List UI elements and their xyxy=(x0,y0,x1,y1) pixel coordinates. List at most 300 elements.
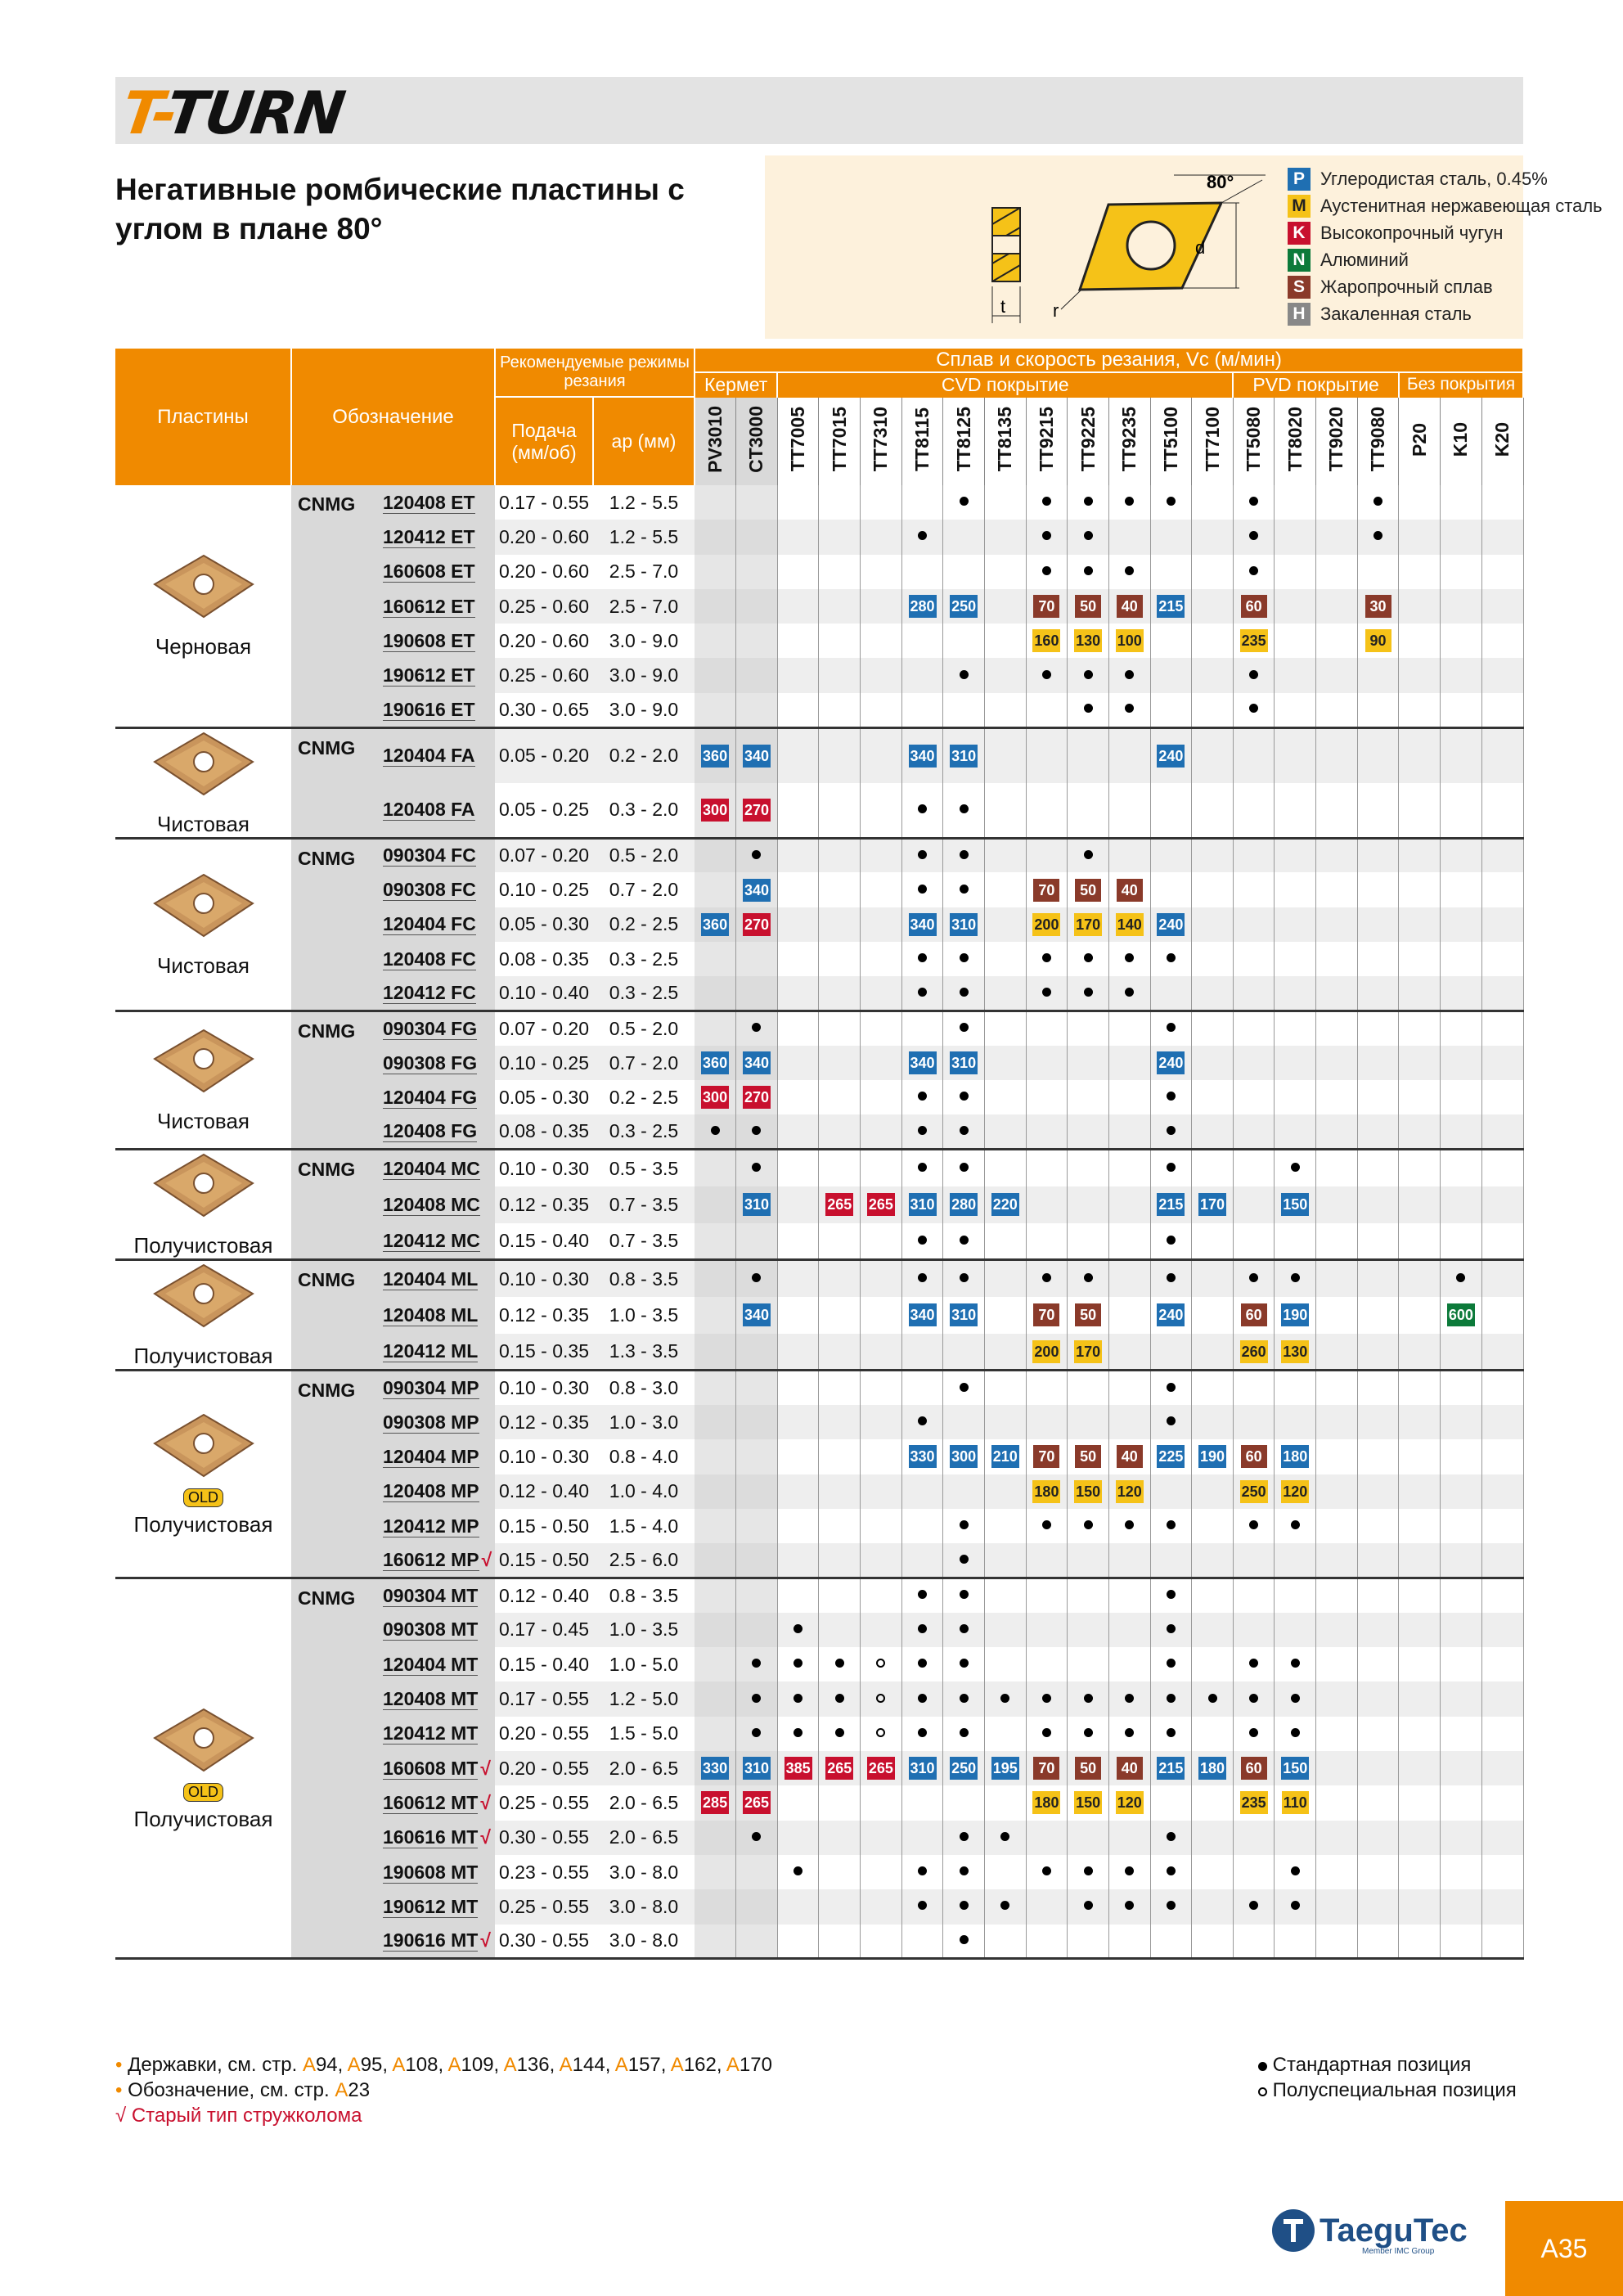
grade-cell xyxy=(695,1785,736,1820)
grade-cell xyxy=(901,485,943,520)
cutting-speed-badge: 170 xyxy=(1198,1193,1226,1216)
grade-cell xyxy=(1026,1046,1068,1080)
grade-cell xyxy=(1275,520,1316,554)
grade-cell xyxy=(1357,1613,1399,1647)
grade-cell xyxy=(1068,1889,1109,1924)
grade-cell xyxy=(1108,693,1150,727)
grade-cell xyxy=(1275,485,1316,520)
grade-cell xyxy=(943,1334,985,1371)
grade-cell xyxy=(1275,1681,1316,1716)
grade-cell xyxy=(1399,1439,1441,1474)
grade-cell xyxy=(1275,1717,1316,1751)
grade-cell xyxy=(1441,1613,1482,1647)
grade-cell xyxy=(1441,1371,1482,1405)
grade-cell xyxy=(1441,1855,1482,1889)
cutting-speed-badge: 310 xyxy=(950,1051,978,1074)
grade-cell xyxy=(1068,1011,1109,1046)
insert-image-cell xyxy=(115,485,291,727)
grade-cell xyxy=(1068,520,1109,554)
grade-cell xyxy=(1192,1681,1234,1716)
col-header-recommended: Рекомендуемые режимы резания xyxy=(495,349,695,397)
grade-cell xyxy=(1316,1114,1358,1149)
cutting-speed-badge: 40 xyxy=(1117,595,1143,618)
grade-cell xyxy=(1233,1889,1275,1924)
grade-cell xyxy=(1233,872,1275,907)
cutting-speed-badge: 120 xyxy=(1116,1791,1144,1814)
grade-cell xyxy=(1399,1889,1441,1924)
grade-cell xyxy=(736,976,778,1011)
grade-cell xyxy=(861,693,902,727)
grade-cell xyxy=(1026,1821,1068,1855)
grade-cell xyxy=(984,838,1026,872)
grade-cell xyxy=(819,1543,861,1578)
grade-cell xyxy=(943,693,985,727)
cutting-speed-badge: 340 xyxy=(909,1303,937,1326)
grade-cell xyxy=(984,1405,1026,1439)
col-header-alloy-speed: Сплав и скорость резания, Vc (м/мин) xyxy=(695,349,1523,372)
grade-cell xyxy=(1233,1405,1275,1439)
feed-value: 0.10 - 0.30 xyxy=(499,1157,589,1179)
grade-cell xyxy=(695,1647,736,1681)
grade-cell xyxy=(736,1613,778,1647)
grade-cell xyxy=(1026,624,1068,658)
grade-cell xyxy=(901,589,943,624)
material-code-badge: M xyxy=(1288,195,1311,218)
grade-cell xyxy=(943,783,985,839)
grade-cell xyxy=(861,838,902,872)
order-code-text: 120408 ML xyxy=(383,1303,479,1326)
grade-cell xyxy=(1481,1046,1523,1080)
grade-cell xyxy=(819,1080,861,1114)
ap-value: 0.7 - 2.0 xyxy=(609,879,679,901)
grade-cell xyxy=(695,1613,736,1647)
table-row xyxy=(115,1578,1523,1613)
grade-cell xyxy=(777,1889,819,1924)
standard-dot-icon xyxy=(960,1728,969,1737)
standard-dot-icon xyxy=(1249,704,1258,713)
holder-ref-prefix: A xyxy=(559,2054,573,2076)
grade-cell xyxy=(1192,658,1234,692)
insert-photo-icon xyxy=(151,1150,257,1224)
grade-cell xyxy=(1108,589,1150,624)
cutting-speed-badge: 40 xyxy=(1117,1445,1143,1468)
grade-cell xyxy=(777,1186,819,1223)
cutting-speed-badge: 120 xyxy=(1116,1480,1144,1503)
grade-cell xyxy=(777,658,819,692)
grade-cell xyxy=(861,1889,902,1924)
grade-cell xyxy=(1150,942,1192,976)
grade-cell xyxy=(901,1751,943,1785)
order-code xyxy=(376,1647,495,1681)
grade-header-label: K10 xyxy=(1450,421,1472,457)
standard-dot-icon xyxy=(1167,497,1176,506)
grade-cell xyxy=(1481,1578,1523,1613)
grade-cell xyxy=(1192,1889,1234,1924)
grade-cell xyxy=(736,1334,778,1371)
grade-cell xyxy=(1108,658,1150,692)
semi-special-circle-icon xyxy=(1258,2087,1267,2096)
grade-cell xyxy=(819,1509,861,1543)
grade-cell xyxy=(901,693,943,727)
standard-dot-icon xyxy=(1042,1694,1051,1703)
grade-cell xyxy=(901,838,943,872)
ap-value: 1.0 - 5.0 xyxy=(609,1653,679,1675)
feed-value: 0.10 - 0.30 xyxy=(495,1260,593,1297)
grade-cell xyxy=(819,1150,861,1186)
cutting-speed-badge: 310 xyxy=(909,1193,937,1216)
standard-dot-icon xyxy=(1249,566,1258,575)
order-code xyxy=(376,1855,495,1889)
insert-image-cell xyxy=(115,1150,291,1260)
grade-cell xyxy=(1150,624,1192,658)
grade-cell xyxy=(984,976,1026,1011)
grade-cell xyxy=(943,1080,985,1114)
grade-cell xyxy=(819,520,861,554)
radius-label: r xyxy=(1053,300,1059,321)
grade-cell xyxy=(1026,1474,1068,1509)
grade-cell xyxy=(1275,727,1316,783)
grade-cell xyxy=(1026,1543,1068,1578)
feed-value: 0.07 - 0.20 xyxy=(495,838,593,872)
grade-cell xyxy=(1399,1613,1441,1647)
grade-cell xyxy=(1441,589,1482,624)
ap-value: 0.8 - 3.5 xyxy=(609,1584,679,1606)
grade-cell xyxy=(1275,1186,1316,1223)
order-code-text: 190616 MT xyxy=(383,1929,479,1952)
cutting-speed-badge: 340 xyxy=(743,1303,771,1326)
grade-cell xyxy=(1399,1297,1441,1334)
grade-cell xyxy=(1068,976,1109,1011)
grade-cell xyxy=(861,1543,902,1578)
standard-dot-icon xyxy=(1084,1520,1093,1529)
grade-cell xyxy=(819,1260,861,1297)
order-code xyxy=(376,1405,495,1439)
grade-cell xyxy=(984,907,1026,942)
grade-cell xyxy=(1481,1260,1523,1297)
grade-cell xyxy=(695,872,736,907)
grade-cell xyxy=(1441,624,1482,658)
feed-value: 0.20 - 0.55 xyxy=(499,1722,589,1745)
material-legend xyxy=(1288,165,1603,327)
grade-cell xyxy=(1399,1785,1441,1820)
feed-value: 0.10 - 0.30 xyxy=(499,1445,589,1467)
grade-cell xyxy=(1233,838,1275,872)
grade-cell xyxy=(1316,1509,1358,1543)
grade-cell xyxy=(695,1223,736,1260)
angle-label: 80° xyxy=(1207,172,1234,192)
grade-cell xyxy=(1399,1260,1441,1297)
grade-cell xyxy=(1233,783,1275,839)
standard-dot-icon xyxy=(1291,1659,1300,1668)
feed-value: 0.17 - 0.55 xyxy=(499,491,589,513)
grade-cell xyxy=(1108,1681,1150,1716)
grade-cell xyxy=(1481,555,1523,589)
grade-cell xyxy=(1108,1578,1150,1613)
standard-dot-icon xyxy=(918,1624,927,1633)
grade-cell xyxy=(1150,1405,1192,1439)
standard-dot-icon xyxy=(835,1659,844,1668)
grade-header xyxy=(1399,397,1441,485)
cutting-speed-badge: 180 xyxy=(1198,1757,1226,1780)
standard-dot-icon xyxy=(1167,1728,1176,1737)
grade-cell xyxy=(1441,1751,1482,1785)
standard-dot-icon xyxy=(1042,566,1051,575)
old-type-check-icon: √ xyxy=(480,1757,491,1779)
old-badge: OLD xyxy=(183,1488,223,1507)
grade-cell xyxy=(984,1751,1026,1785)
grade-cell xyxy=(777,1046,819,1080)
grade-cell xyxy=(1441,1150,1482,1186)
cutting-speed-badge: 280 xyxy=(950,1193,978,1216)
standard-dot-icon xyxy=(918,1590,927,1599)
grade-cell xyxy=(1108,1297,1150,1334)
grade-cell xyxy=(1357,1260,1399,1297)
grade-cell xyxy=(1192,1474,1234,1509)
grade-cell xyxy=(1316,907,1358,942)
grade-cell xyxy=(1275,589,1316,624)
grade-header xyxy=(777,397,819,485)
grade-cell xyxy=(1481,1439,1523,1474)
grade-cell xyxy=(943,1681,985,1716)
grade-cell xyxy=(1192,693,1234,727)
grade-cell xyxy=(943,1046,985,1080)
grade-cell xyxy=(1275,872,1316,907)
grade-cell xyxy=(1316,589,1358,624)
order-code xyxy=(376,783,495,839)
standard-dot-icon xyxy=(1125,566,1134,575)
grade-cell xyxy=(1192,589,1234,624)
grade-cell xyxy=(901,783,943,839)
grade-cell xyxy=(1441,872,1482,907)
grade-cell xyxy=(1192,1297,1234,1334)
grade-cell xyxy=(1316,624,1358,658)
grade-cell xyxy=(1150,1334,1192,1371)
grade-cell xyxy=(1441,1439,1482,1474)
holder-ref-page: 162 xyxy=(683,2054,717,2076)
grade-cell xyxy=(695,1046,736,1080)
grade-cell xyxy=(984,1855,1026,1889)
grade-cell xyxy=(1481,1751,1523,1785)
grade-cell xyxy=(819,1186,861,1223)
grade-cell xyxy=(1481,658,1523,692)
grade-cell xyxy=(861,1717,902,1751)
holder-ref-prefix: A xyxy=(392,2054,406,2076)
grade-cell xyxy=(736,1297,778,1334)
grade-cell xyxy=(1026,872,1068,907)
inserts-table xyxy=(115,349,1524,1960)
grade-cell xyxy=(1275,1647,1316,1681)
cutting-speed-badge: 195 xyxy=(991,1757,1019,1780)
order-code xyxy=(376,976,495,1011)
cutting-speed-badge: 215 xyxy=(1157,1757,1185,1780)
cutting-speed-badge: 180 xyxy=(1281,1445,1309,1468)
grade-cell xyxy=(736,693,778,727)
grade-cell xyxy=(1068,1925,1109,1959)
order-code-text: 120408 FG xyxy=(383,1120,478,1142)
designation-code: CNMG xyxy=(291,1150,376,1260)
grade-cell xyxy=(1441,1080,1482,1114)
ap-value: 3.0 - 9.0 xyxy=(609,629,679,651)
grade-cell xyxy=(1481,1613,1523,1647)
grade-cell xyxy=(1316,1223,1358,1260)
standard-dot-icon xyxy=(1125,1901,1134,1910)
grade-cell xyxy=(1316,1474,1358,1509)
material-legend-item xyxy=(1288,246,1603,273)
cutting-speed-badge: 50 xyxy=(1075,1303,1101,1326)
grade-cell xyxy=(1275,1821,1316,1855)
grade-cell xyxy=(861,1150,902,1186)
insert-diagram xyxy=(765,155,1603,339)
grade-cell xyxy=(1399,1855,1441,1889)
grade-cell xyxy=(1026,1613,1068,1647)
grade-cell xyxy=(1150,1186,1192,1223)
material-code-badge: S xyxy=(1288,276,1311,299)
grade-cell xyxy=(901,658,943,692)
grade-cell xyxy=(1108,1260,1150,1297)
grade-cell xyxy=(1275,1925,1316,1959)
standard-dot-icon xyxy=(960,1236,969,1245)
standard-dot-icon xyxy=(918,850,927,859)
grade-cell xyxy=(1357,1114,1399,1149)
grade-cell xyxy=(819,589,861,624)
grade-cell xyxy=(943,1855,985,1889)
grade-cell xyxy=(1068,1223,1109,1260)
standard-dot-icon xyxy=(960,1901,969,1910)
grade-cell xyxy=(1150,1889,1192,1924)
grade-cell xyxy=(1399,1011,1441,1046)
standard-dot-icon xyxy=(1042,1273,1051,1282)
grade-cell xyxy=(1150,976,1192,1011)
standard-dot-icon xyxy=(1167,1416,1176,1425)
order-code-text: 190616 ET xyxy=(383,698,475,720)
table-row xyxy=(115,1150,1523,1186)
grade-cell xyxy=(1108,1223,1150,1260)
grade-cell xyxy=(777,1821,819,1855)
standard-dot-icon xyxy=(960,1866,969,1875)
grade-cell xyxy=(1275,1405,1316,1439)
standard-dot-icon xyxy=(918,1901,927,1910)
grade-cell xyxy=(1108,1647,1150,1681)
ap-value: 0.3 - 2.5 xyxy=(593,976,695,1011)
standard-dot-icon xyxy=(1167,1590,1176,1599)
footnotes xyxy=(115,2052,772,2128)
grade-cell xyxy=(1233,658,1275,692)
cutting-speed-badge: 250 xyxy=(950,595,978,618)
standard-dot-icon xyxy=(1000,1832,1009,1841)
grade-cell xyxy=(1357,1186,1399,1223)
grade-cell xyxy=(736,1925,778,1959)
grade-cell xyxy=(943,1751,985,1785)
grade-cell xyxy=(695,1405,736,1439)
standard-dot-icon xyxy=(960,1163,969,1172)
grade-cell xyxy=(1275,1855,1316,1889)
grade-cell xyxy=(736,1080,778,1114)
standard-dot-icon xyxy=(794,1694,803,1703)
grade-cell xyxy=(861,624,902,658)
grade-cell xyxy=(1275,658,1316,692)
grade-header-label: TT7310 xyxy=(870,407,892,472)
cutting-speed-badge: 200 xyxy=(1032,1340,1060,1363)
footnote-holders: • Державки, см. стр. A94, A95, A108, A109, A136, A144, A157, A162, A170 xyxy=(115,2054,772,2076)
grade-cell xyxy=(943,1114,985,1149)
grade-cell xyxy=(1275,555,1316,589)
grade-cell xyxy=(901,1543,943,1578)
standard-dot-icon xyxy=(1084,953,1093,962)
grade-cell xyxy=(1399,1223,1441,1260)
standard-dot-icon xyxy=(835,1728,844,1737)
grade-cell xyxy=(1441,1925,1482,1959)
insert-type-label: Чистовая xyxy=(157,952,250,978)
feed-value: 0.08 - 0.35 xyxy=(495,1114,593,1149)
ap-value: 3.0 - 8.0 xyxy=(593,1889,695,1924)
order-code xyxy=(376,1613,495,1647)
material-legend-item xyxy=(1288,300,1603,327)
grade-header-label: TT9225 xyxy=(1077,407,1099,472)
grade-cell xyxy=(1192,1855,1234,1889)
grade-cell xyxy=(1357,1509,1399,1543)
grade-cell xyxy=(777,1011,819,1046)
standard-dot-icon xyxy=(1084,1901,1093,1910)
cutting-speed-badge: 360 xyxy=(701,1051,729,1074)
insert-type-label: Чистовая xyxy=(157,811,250,836)
order-code xyxy=(376,1260,495,1297)
holder-ref-page: 95 xyxy=(360,2054,383,2076)
order-code xyxy=(376,907,495,942)
grade-cell xyxy=(777,1405,819,1439)
ap-value: 0.3 - 2.5 xyxy=(593,1114,695,1149)
grade-cell xyxy=(1150,1439,1192,1474)
grade-cell xyxy=(1275,1150,1316,1186)
standard-dot-icon xyxy=(1042,670,1051,679)
grade-cell xyxy=(1192,1186,1234,1223)
standard-dot-icon xyxy=(1167,1126,1176,1135)
order-code xyxy=(376,1509,495,1543)
standard-dot-icon xyxy=(960,1935,969,1944)
grade-cell xyxy=(1068,1821,1109,1855)
grade-cell xyxy=(1068,1681,1109,1716)
grade-header xyxy=(901,397,943,485)
grade-cell xyxy=(1026,693,1068,727)
standard-dot-icon xyxy=(1373,497,1382,506)
ap-value: 0.3 - 2.0 xyxy=(593,783,695,839)
grade-cell xyxy=(1068,838,1109,872)
col-header-designation: Обозначение xyxy=(291,349,495,485)
semi-special-circle-icon xyxy=(876,1659,885,1668)
ap-value: 2.0 - 6.5 xyxy=(593,1751,695,1785)
grade-cell xyxy=(1316,1334,1358,1371)
cutting-speed-badge: 265 xyxy=(867,1757,895,1780)
grade-cell xyxy=(1357,1647,1399,1681)
standard-dot-icon xyxy=(960,1694,969,1703)
order-code xyxy=(376,1681,495,1716)
grade-cell xyxy=(777,1297,819,1334)
cutting-speed-badge: 70 xyxy=(1033,1445,1059,1468)
grade-cell xyxy=(901,1889,943,1924)
grade-cell xyxy=(1150,1647,1192,1681)
grade-cell xyxy=(736,1751,778,1785)
grade-cell xyxy=(1192,520,1234,554)
grade-cell xyxy=(901,1785,943,1820)
grade-cell xyxy=(984,520,1026,554)
grade-cell xyxy=(1357,1150,1399,1186)
grade-header-label: TT7100 xyxy=(1201,407,1223,472)
order-code xyxy=(376,693,495,727)
cutting-speed-badge: 50 xyxy=(1075,595,1101,618)
order-code-text: 090304 MP xyxy=(383,1377,479,1399)
grade-cell xyxy=(1150,1751,1192,1785)
holder-ref-page: 157 xyxy=(627,2054,661,2076)
feed-value: 0.20 - 0.60 xyxy=(499,560,589,583)
